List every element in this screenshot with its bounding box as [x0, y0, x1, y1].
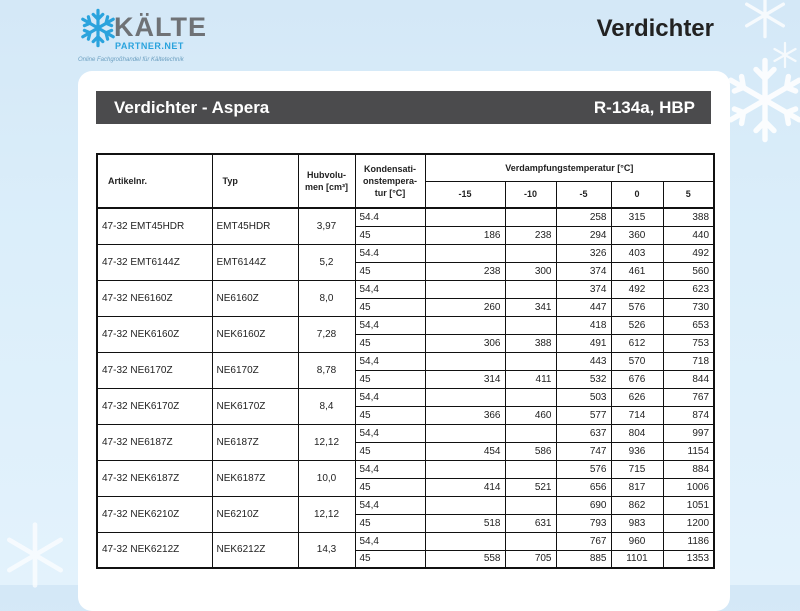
capacity-value-cell: 1006 — [663, 478, 714, 496]
capacity-value-cell: 637 — [556, 424, 611, 442]
capacity-value-cell: 747 — [556, 442, 611, 460]
capacity-value-cell: 294 — [556, 226, 611, 244]
condensing-temp-cell: 45 — [355, 334, 425, 352]
article-number-cell: 47-32 NE6170Z — [97, 352, 212, 388]
capacity-value-cell: 314 — [425, 370, 505, 388]
table-row — [97, 532, 714, 550]
type-cell: EMT6144Z — [212, 244, 298, 280]
capacity-value-cell: 186 — [425, 226, 505, 244]
capacity-value-cell: 705 — [505, 550, 556, 568]
capacity-value-cell: 1186 — [663, 532, 714, 550]
capacity-value-cell: 715 — [611, 460, 663, 478]
capacity-value-cell: 521 — [505, 478, 556, 496]
capacity-value-cell — [505, 316, 556, 334]
article-number-cell: 47-32 EMT6144Z — [97, 244, 212, 280]
table-row — [97, 496, 714, 514]
capacity-value-cell — [505, 532, 556, 550]
capacity-value-cell: 844 — [663, 370, 714, 388]
header-temp: -15 — [425, 181, 505, 208]
condensing-temp-cell: 54,4 — [355, 532, 425, 550]
condensing-temp-cell: 54.4 — [355, 244, 425, 262]
capacity-value-cell: 1154 — [663, 442, 714, 460]
capacity-value-cell: 374 — [556, 262, 611, 280]
capacity-value-cell: 576 — [611, 298, 663, 316]
capacity-value-cell: 366 — [425, 406, 505, 424]
article-number-cell: 47-32 NEK6170Z — [97, 388, 212, 424]
capacity-value-cell: 804 — [611, 424, 663, 442]
condensing-temp-cell: 54,4 — [355, 388, 425, 406]
article-number-cell: 47-32 EMT45HDR — [97, 208, 212, 244]
logo-subname: PARTNER.NET — [115, 41, 184, 51]
condensing-temp-cell: 45 — [355, 262, 425, 280]
refrigerant-label: R-134a, HBP — [593, 97, 695, 117]
capacity-value-cell — [505, 352, 556, 370]
capacity-value-cell — [505, 424, 556, 442]
capacity-value-cell: 518 — [425, 514, 505, 532]
condensing-temp-cell: 54.4 — [355, 208, 425, 226]
condensing-temp-cell: 54,4 — [355, 316, 425, 334]
displacement-cell: 8,4 — [298, 388, 355, 424]
capacity-value-cell: 374 — [556, 280, 611, 298]
capacity-value-cell: 960 — [611, 532, 663, 550]
displacement-cell: 8,0 — [298, 280, 355, 316]
capacity-value-cell: 360 — [611, 226, 663, 244]
capacity-value-cell: 612 — [611, 334, 663, 352]
capacity-value-cell: 690 — [556, 496, 611, 514]
capacity-value-cell: 238 — [425, 262, 505, 280]
capacity-value-cell: 492 — [663, 244, 714, 262]
capacity-value-cell: 936 — [611, 442, 663, 460]
displacement-cell: 8,78 — [298, 352, 355, 388]
header-kondensationstemperatur: Kondensati-onstempera-tur [°C] — [355, 154, 425, 208]
type-cell: NEK6160Z — [212, 316, 298, 352]
capacity-value-cell: 560 — [663, 262, 714, 280]
table-row — [97, 388, 714, 406]
displacement-cell: 12,12 — [298, 424, 355, 460]
capacity-value-cell: 1101 — [611, 550, 663, 568]
capacity-value-cell: 341 — [505, 298, 556, 316]
capacity-value-cell: 388 — [663, 208, 714, 226]
capacity-value-cell: 306 — [425, 334, 505, 352]
capacity-value-cell: 767 — [556, 532, 611, 550]
type-cell: EMT45HDR — [212, 208, 298, 244]
condensing-temp-cell: 54,4 — [355, 496, 425, 514]
type-cell: NEK6212Z — [212, 532, 298, 568]
condensing-temp-cell: 54,4 — [355, 424, 425, 442]
capacity-value-cell: 443 — [556, 352, 611, 370]
capacity-value-cell: 388 — [505, 334, 556, 352]
capacity-value-cell: 315 — [611, 208, 663, 226]
capacity-value-cell — [425, 424, 505, 442]
header-temp: 5 — [663, 181, 714, 208]
capacity-value-cell: 1200 — [663, 514, 714, 532]
page-title: Verdichter — [596, 15, 714, 42]
capacity-value-cell: 491 — [556, 334, 611, 352]
table-row — [97, 460, 714, 478]
capacity-value-cell: 460 — [505, 406, 556, 424]
section-header — [96, 91, 711, 124]
condensing-temp-cell: 45 — [355, 298, 425, 316]
capacity-value-cell: 454 — [425, 442, 505, 460]
logo-name: KÄLTE — [114, 12, 207, 42]
capacity-value-cell: 258 — [556, 208, 611, 226]
condensing-temp-cell: 54,4 — [355, 460, 425, 478]
capacity-value-cell: 558 — [425, 550, 505, 568]
capacity-value-cell: 1051 — [663, 496, 714, 514]
capacity-value-cell: 862 — [611, 496, 663, 514]
article-number-cell: 47-32 NEK6210Z — [97, 496, 212, 532]
displacement-cell: 3,97 — [298, 208, 355, 244]
header-artikel: Artikelnr. — [97, 154, 212, 208]
capacity-value-cell: 300 — [505, 262, 556, 280]
capacity-value-cell: 526 — [611, 316, 663, 334]
capacity-value-cell: 1353 — [663, 550, 714, 568]
capacity-value-cell: 653 — [663, 316, 714, 334]
table-body — [97, 208, 714, 568]
capacity-value-cell: 447 — [556, 298, 611, 316]
capacity-value-cell: 570 — [611, 352, 663, 370]
capacity-value-cell: 676 — [611, 370, 663, 388]
condensing-temp-cell: 45 — [355, 442, 425, 460]
capacity-value-cell: 411 — [505, 370, 556, 388]
capacity-value-cell: 983 — [611, 514, 663, 532]
capacity-value-cell: 793 — [556, 514, 611, 532]
header-temp: -10 — [505, 181, 556, 208]
capacity-value-cell: 714 — [611, 406, 663, 424]
capacity-value-cell — [505, 388, 556, 406]
header-temp: 0 — [611, 181, 663, 208]
capacity-value-cell: 414 — [425, 478, 505, 496]
displacement-cell: 10,0 — [298, 460, 355, 496]
snowflake-icon — [770, 35, 800, 75]
condensing-temp-cell: 45 — [355, 550, 425, 568]
article-number-cell: 47-32 NE6187Z — [97, 424, 212, 460]
capacity-value-cell — [425, 208, 505, 226]
snowflake-icon — [735, 0, 795, 40]
section-title: Verdichter - Aspera — [114, 97, 270, 117]
snowflake-logo-icon — [78, 2, 118, 54]
capacity-value-cell — [425, 532, 505, 550]
capacity-value-cell: 767 — [663, 388, 714, 406]
header-typ: Typ — [212, 154, 298, 208]
capacity-value-cell: 440 — [663, 226, 714, 244]
capacity-value-cell — [425, 460, 505, 478]
condensing-temp-cell: 45 — [355, 478, 425, 496]
capacity-value-cell: 753 — [663, 334, 714, 352]
capacity-value-cell: 730 — [663, 298, 714, 316]
logo-slogan: Online Fachgroßhandel für Kältetechnik — [78, 57, 184, 63]
snowflake-icon — [0, 520, 70, 590]
displacement-cell: 14,3 — [298, 532, 355, 568]
condensing-temp-cell: 45 — [355, 406, 425, 424]
table-row — [97, 316, 714, 334]
capacity-value-cell — [505, 280, 556, 298]
capacity-value-cell: 532 — [556, 370, 611, 388]
capacity-value-cell: 997 — [663, 424, 714, 442]
article-number-cell: 47-32 NE6160Z — [97, 280, 212, 316]
displacement-cell: 7,28 — [298, 316, 355, 352]
condensing-temp-cell: 54,4 — [355, 352, 425, 370]
capacity-value-cell — [425, 352, 505, 370]
capacity-value-cell: 817 — [611, 478, 663, 496]
capacity-value-cell — [505, 496, 556, 514]
capacity-value-cell — [425, 280, 505, 298]
table-row — [97, 424, 714, 442]
table-row — [97, 208, 714, 226]
type-cell: NEK6170Z — [212, 388, 298, 424]
capacity-value-cell — [505, 244, 556, 262]
capacity-value-cell: 576 — [556, 460, 611, 478]
capacity-value-cell: 884 — [663, 460, 714, 478]
type-cell: NE6210Z — [212, 496, 298, 532]
table-row — [97, 244, 714, 262]
table-row — [97, 280, 714, 298]
capacity-value-cell: 577 — [556, 406, 611, 424]
condensing-temp-cell: 45 — [355, 226, 425, 244]
capacity-value-cell — [425, 316, 505, 334]
capacity-value-cell: 586 — [505, 442, 556, 460]
capacity-value-cell: 626 — [611, 388, 663, 406]
article-number-cell: 47-32 NEK6187Z — [97, 460, 212, 496]
capacity-value-cell — [425, 244, 505, 262]
capacity-value-cell: 623 — [663, 280, 714, 298]
content-card — [78, 71, 730, 611]
capacity-value-cell: 260 — [425, 298, 505, 316]
capacity-value-cell — [425, 496, 505, 514]
capacity-value-cell: 631 — [505, 514, 556, 532]
capacity-value-cell — [505, 460, 556, 478]
capacity-value-cell: 718 — [663, 352, 714, 370]
displacement-cell: 5,2 — [298, 244, 355, 280]
capacity-value-cell: 656 — [556, 478, 611, 496]
capacity-value-cell: 503 — [556, 388, 611, 406]
capacity-value-cell: 492 — [611, 280, 663, 298]
capacity-value-cell: 418 — [556, 316, 611, 334]
article-number-cell: 47-32 NEK6160Z — [97, 316, 212, 352]
capacity-value-cell: 403 — [611, 244, 663, 262]
condensing-temp-cell: 54,4 — [355, 280, 425, 298]
displacement-cell: 12,12 — [298, 496, 355, 532]
capacity-value-cell — [425, 388, 505, 406]
condensing-temp-cell: 45 — [355, 514, 425, 532]
capacity-value-cell: 885 — [556, 550, 611, 568]
capacity-value-cell: 461 — [611, 262, 663, 280]
capacity-value-cell — [505, 208, 556, 226]
type-cell: NE6187Z — [212, 424, 298, 460]
article-number-cell: 47-32 NEK6212Z — [97, 532, 212, 568]
capacity-value-cell: 238 — [505, 226, 556, 244]
type-cell: NE6170Z — [212, 352, 298, 388]
table-row — [97, 352, 714, 370]
capacity-value-cell: 326 — [556, 244, 611, 262]
header-temp: -5 — [556, 181, 611, 208]
compressor-table — [96, 153, 715, 569]
header-hubvolumen: Hubvolu-men [cm³] — [298, 154, 355, 208]
condensing-temp-cell: 45 — [355, 370, 425, 388]
type-cell: NEK6187Z — [212, 460, 298, 496]
capacity-value-cell: 874 — [663, 406, 714, 424]
header-verdampfungstemperatur: Verdampfungstemperatur [°C] — [425, 154, 714, 181]
type-cell: NE6160Z — [212, 280, 298, 316]
